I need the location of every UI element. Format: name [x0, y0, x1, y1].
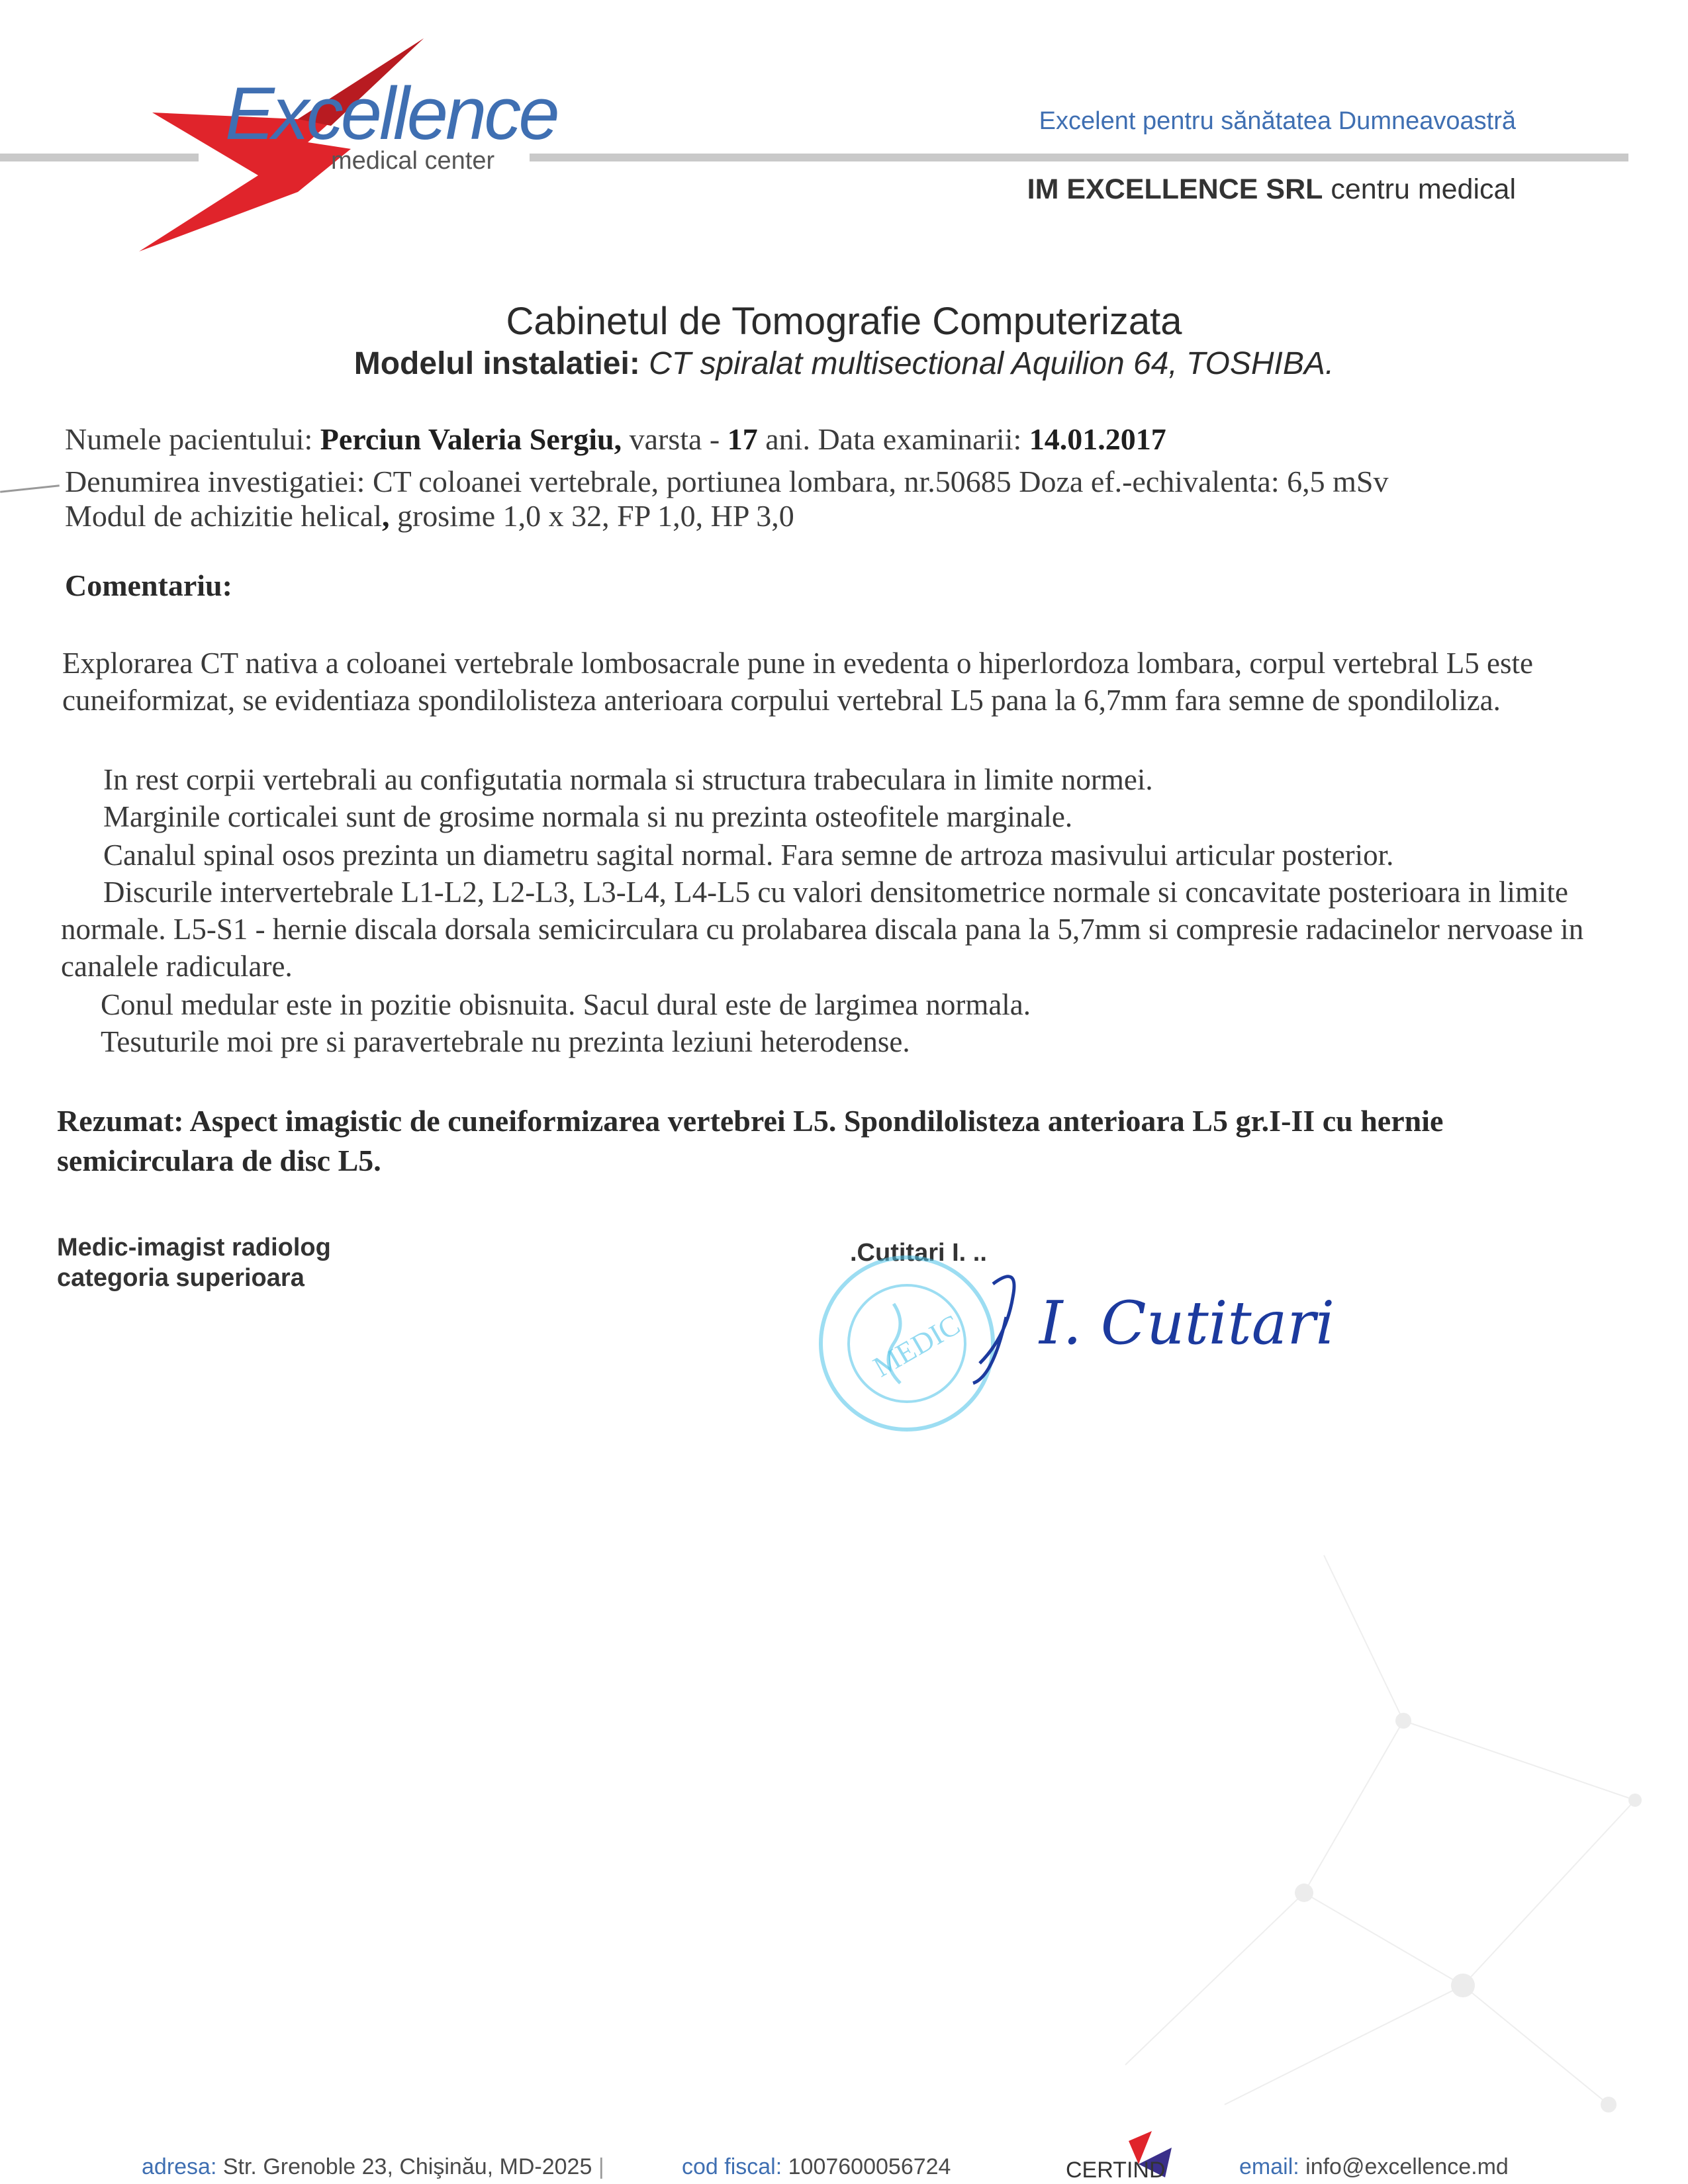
comment-heading: Comentariu: — [65, 569, 232, 602]
svg-text:Excellence: Excellence — [225, 72, 557, 155]
comment-paragraph-6: Conul medular este in pozitie obisnuita. Sacul dural este de largimea normala. — [101, 988, 1031, 1021]
signature-text: I. Cutitari — [1039, 1289, 1335, 1358]
fiscal-label: cod fiscal: — [682, 2154, 782, 2179]
acquisition-label: Modul de achizitie helical — [65, 499, 382, 533]
exam-date: 14.01.2017 — [1029, 422, 1166, 456]
background-network-decoration — [1092, 1522, 1662, 2118]
patient-line — [65, 421, 1166, 458]
doctor-role-line-1: Medic-imagist radiolog — [57, 1234, 331, 1261]
fiscal-value: 1007600056724 — [782, 2154, 951, 2179]
company-descriptor: centru medical — [1323, 173, 1516, 205]
comment-paragraph-3: Marginile corticalei sunt de grosime normala si nu prezinta osteofitele marginale. — [103, 800, 1073, 833]
doctor-role — [57, 1232, 331, 1293]
header-rule-right — [530, 154, 1628, 161]
comment-paragraph-1: Explorarea CT nativa a coloanei vertebrale lombosacrale pune in evedenta o hiperlordoza lombara, corpul vertebral L5 este cuneiformizat, se evidentiaza spondilolisteza anterioara corpului vertebral L5 pana la 6,7mm fara semne de spondiloliza. — [62, 647, 1533, 717]
investigation-line: Denumirea investigatiei: CT coloanei vertebrale, portiunea lombara, nr.50685 Doza ef.-echivalenta: 6,5 mSv — [65, 465, 1389, 498]
model-label: Modelul instalatiei: — [353, 346, 640, 381]
exam-date-label: ani. Data examinarii: — [757, 422, 1029, 456]
patient-name-label: Numele pacientului: — [65, 422, 320, 456]
margin-mark — [0, 484, 60, 492]
comment-paragraph-7: Tesuturile moi pre si paravertebrale nu prezinta leziuni heterodense. — [101, 1025, 910, 1058]
comment-paragraph-2: In rest corpii vertebrali au configutatia normala si structura trabeculara in limite normei. — [103, 763, 1153, 796]
comment-paragraph-4: Canalul spinal osos prezinta un diametru sagital normal. Fara semne de artroza masivului articular posterior. — [103, 839, 1394, 872]
stamp-text: MEDIC — [868, 1308, 966, 1384]
age-label: varsta - — [622, 422, 727, 456]
svg-text:medical center: medical center — [331, 147, 495, 175]
footer-address: adresa: Str. Grenoble 23, Chişinău, MD-2025 | — [142, 2154, 604, 2179]
footer-fiscal — [682, 2154, 951, 2180]
patient-age: 17 — [727, 422, 758, 456]
document-title: Cabinetul de Tomografie Computerizata — [506, 300, 1182, 343]
certind-logo — [1066, 2128, 1211, 2184]
excellence-logo — [132, 33, 635, 258]
address-value: Str. Grenoble 23, Chişinău, MD-2025 — [216, 2154, 592, 2179]
header-tagline: Excelent pentru sănătatea Dumneavoastră — [1039, 107, 1516, 135]
email-value: info@excellence.md — [1299, 2154, 1509, 2179]
certind-text: CERTIND — [1066, 2158, 1166, 2183]
patient-name: Perciun Valeria Sergiu, — [320, 422, 622, 456]
model-value: CT spiralat multisectional Aquilion 64, TOSHIBA. — [639, 346, 1335, 381]
acquisition-line: Modul de achizitie helical, grosime 1,0 x 32, FP 1,0, HP 3,0 — [65, 499, 794, 533]
doctor-role-line-2: categoria superioara — [57, 1264, 305, 1292]
address-label: adresa: — [142, 2154, 217, 2179]
handwritten-signature — [966, 1257, 1335, 1390]
acquisition-params: grosime 1,0 x 32, FP 1,0, HP 3,0 — [389, 499, 794, 533]
footer-email — [1239, 2154, 1509, 2180]
comment-paragraph-5: Discurile intervertebrale L1-L2, L2-L3, L3-L4, L4-L5 cu valori densitometrice normale si concavitate posterioara in limite normale. L5-S1 - hernie discala dorsala semicirculara cu prolabarea discala pana la 5,7mm si compresie radacinelor nervoase in canalele radiculare. — [61, 876, 1584, 983]
summary: Rezumat: Aspect imagistic de cuneiformizarea vertebrei L5. Spondilolisteza anterioara L5 gr.I-II cu hernie semicirculara de disc L5. — [57, 1104, 1444, 1177]
equipment-model-line — [0, 345, 1688, 382]
company-name: IM EXCELLENCE SRL — [1027, 173, 1323, 205]
email-label: email: — [1239, 2154, 1299, 2179]
header-company — [1027, 173, 1516, 206]
doctor-name: .Cutitari I. .. — [850, 1239, 987, 1267]
